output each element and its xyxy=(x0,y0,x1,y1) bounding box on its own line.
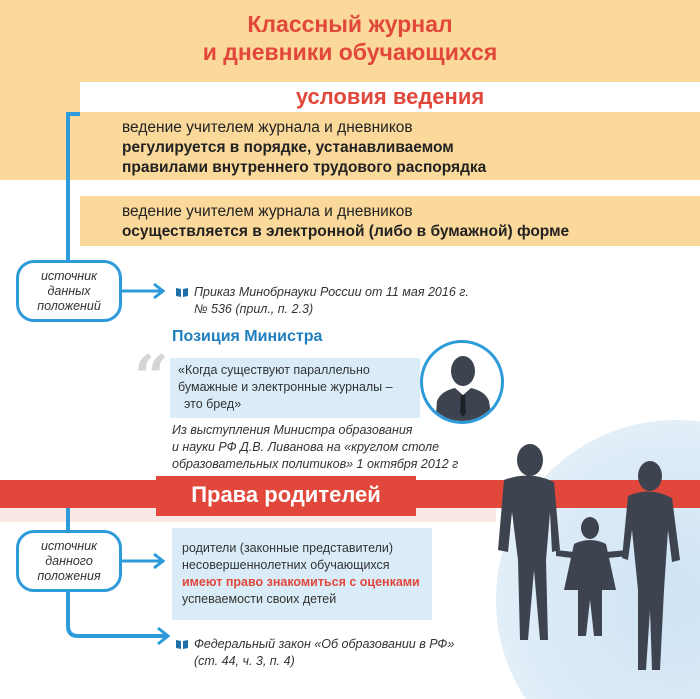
minister-quote xyxy=(178,362,418,413)
rights-title: Права родителей xyxy=(191,482,381,507)
condition-1-line1: ведение учителем журнала и дневников xyxy=(122,119,413,136)
rights-line4: успеваемости своих детей xyxy=(182,592,337,606)
source-1-reference xyxy=(194,284,514,318)
connector-stub-top xyxy=(66,112,80,116)
source-2-reference xyxy=(194,636,514,670)
page-title-line1: Классный журнал xyxy=(247,11,453,37)
book-icon xyxy=(176,287,188,297)
condition-1-line2: регулируется в порядке, устанавливаемом xyxy=(122,139,454,156)
quote-source-line3: образовательных политиков» 1 октября 2012 г xyxy=(172,457,459,471)
condition-block-1 xyxy=(80,112,700,180)
quote-source xyxy=(172,422,492,473)
quote-line2: бумажные и электронные журналы – xyxy=(178,380,393,394)
family-silhouette-icon xyxy=(488,440,700,699)
source-1-label-line3: положений xyxy=(37,298,101,313)
rights-line3: имеют право знакомиться с оценками xyxy=(182,575,420,589)
source-1-label-line2: данных xyxy=(47,283,91,298)
source-2-ref-line2: (ст. 44, ч. 3, п. 4) xyxy=(194,654,295,668)
condition-2-line1: ведение учителем журнала и дневников xyxy=(122,203,413,220)
source-2-label-line2: данного xyxy=(45,553,93,568)
source-2-label-line3: положения xyxy=(37,568,101,583)
page-title-line2: и дневники обучающихся xyxy=(202,39,498,65)
conditions-title: условия ведения xyxy=(295,84,485,109)
quote-source-line2: и науки РФ Д.В. Ливанова на «круглом столе xyxy=(172,440,440,454)
source-2-label-line1: источник xyxy=(40,538,98,553)
condition-2-line2: осуществляется в электронной (либо в бумажной) форме xyxy=(122,223,570,240)
man-silhouette-icon xyxy=(420,340,504,424)
rights-text xyxy=(182,540,432,608)
source-1-ref-line1: Приказ Минобрнауки России от 11 мая 2016 г. xyxy=(194,285,469,299)
book-icon xyxy=(176,639,188,649)
quote-line3: это бред» xyxy=(184,397,242,411)
condition-block-2 xyxy=(80,196,700,246)
quote-line1: «Когда существуют параллельно xyxy=(178,363,370,377)
source-2-ref-line1: Федеральный закон «Об образовании в РФ» xyxy=(194,637,455,651)
arrow-right-icon xyxy=(122,282,170,300)
condition-1-line3: правилами внутреннего трудового распорядка xyxy=(122,159,487,176)
arrow-right-icon xyxy=(122,552,170,570)
page-title xyxy=(0,10,700,66)
quote-mark-icon: “ xyxy=(134,343,169,413)
quote-source-line1: Из выступления Министра образования xyxy=(172,423,413,437)
source-1-label-line1: источник xyxy=(40,268,98,283)
rights-line2: несовершеннолетних обучающихся xyxy=(182,558,390,572)
source-1-ref-line2: № 536 (прил., п. 2.3) xyxy=(194,302,314,316)
source-box-2 xyxy=(16,530,122,592)
connector-line-top xyxy=(66,112,70,260)
rights-line1: родители (законные представители) xyxy=(182,541,394,555)
minister-heading: Позиция Министра xyxy=(172,328,323,345)
arrow-right-icon xyxy=(66,596,178,650)
source-box-1 xyxy=(16,260,122,322)
